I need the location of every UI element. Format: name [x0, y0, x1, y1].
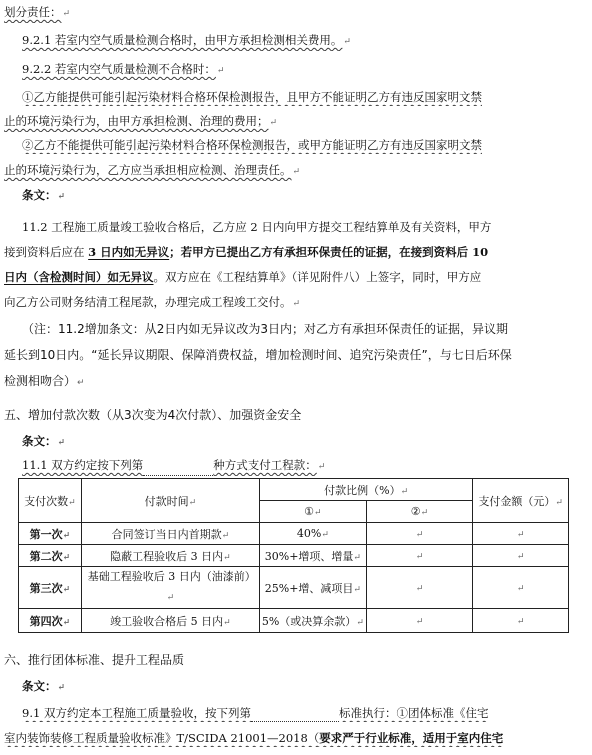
section-label: 条文：↵ [22, 188, 66, 202]
table-cell[interactable]: ↵ [366, 523, 473, 545]
line-text: 9.2.2 若室内空气质量检测不合格时： [22, 62, 216, 76]
text-line [4, 243, 586, 261]
line-text: 9.1 双方约定本工程施工质量验收，按下列第 [22, 706, 251, 720]
line-text: ①乙方能提供可能引起污染材料合格环保检测报告，且甲方不能证明乙方有违反国家明文禁 [22, 90, 482, 104]
table-cell[interactable]: ↵ [473, 523, 569, 545]
table-cell: 5%（或决算余款）↵ [260, 609, 367, 633]
note-line: 检测相吻合）↵ [4, 374, 85, 388]
table-cell: 隐蔽工程验收后 3 日内↵ [81, 545, 259, 567]
line-text: 检测相吻合） [4, 374, 77, 388]
line-text: 。双方应在《工程结算单》（详见附件八）上签字，同时，甲方应 [153, 270, 482, 284]
header-cell: 支付次数↵ [19, 479, 82, 523]
text-line: 向乙方公司财务结清工程尾款，办理完成工程竣工交付。↵ [4, 295, 301, 309]
table-cell: 40%↵ [260, 523, 367, 545]
table-cell[interactable]: ↵ [473, 609, 569, 633]
clause-11-2 [4, 218, 586, 236]
line-text: 11.2 工程施工质量竣工验收合格后，乙方应 2 日内向甲方提交工程结算单及有关资料，甲方 [22, 220, 492, 234]
line-text: ；若甲方已提出乙方有承担环保责任的证据，在接到资料后 10 [169, 245, 489, 259]
table-cell[interactable]: ↵ [366, 609, 473, 633]
table-cell: 30%+增项、增量↵ [260, 545, 367, 567]
fill-blank[interactable] [251, 710, 339, 722]
table-row [19, 609, 569, 633]
line-text: 六、推行团体标准、提升工程品质 [4, 653, 185, 667]
table-cell: 竣工验收合格后 5 日内↵ [81, 609, 259, 633]
line-text: 条文： [22, 434, 57, 448]
section-label: 条文：↵ [22, 434, 66, 448]
line-text: 要求严于行业标准，适用于室内住宅 [319, 731, 504, 745]
payment-table [18, 478, 569, 633]
table-cell[interactable]: ↵ [473, 545, 569, 567]
table-cell: 基础工程验收后 3 日内（油漆前）↵ [81, 567, 259, 609]
clause-9-2-2: 9.2.2 若室内空气质量检测不合格时：↵ [22, 62, 225, 76]
row-label: 第四次↵ [19, 609, 82, 633]
line-text: （注：11.2增加条文：从2日内如无异议改为3日内；对乙方有承担环保责任的证据，异议期 [22, 322, 508, 336]
table-row [19, 523, 569, 545]
line-text: 日内（含检测时间）如无异议 [4, 270, 154, 284]
line-text: 划分责任： [4, 5, 62, 19]
line-text: 条文： [22, 679, 57, 693]
table-row [19, 545, 569, 567]
text-line: 止的环境污染行为，乙方应当承担相应检测、治理责任。↵ [4, 163, 301, 177]
line-text: 止的环境污染行为，乙方应当承担相应检测、治理责任。 [4, 163, 292, 177]
clause-9-1 [4, 704, 586, 722]
table-cell[interactable]: ↵ [366, 567, 473, 609]
line-text: 3 日内如无异议 [88, 245, 170, 259]
line-text: 向乙方公司财务结清工程尾款，办理完成工程竣工交付。 [4, 295, 292, 309]
line-text: 接到资料后应在 [4, 245, 89, 259]
line-text: 9.2.1 若室内空气质量检测合格时，由甲方承担检测相关费用。 [22, 33, 343, 47]
line-text: 条文： [22, 188, 57, 202]
text-line [4, 268, 586, 286]
line-text: 五、增加付款次数（从3次变为4次付款）、加强资金安全 [4, 408, 302, 422]
header-cell: ①↵ [260, 501, 367, 523]
header-cell: 付款时间↵ [81, 479, 259, 523]
note-line [4, 346, 586, 364]
fill-blank[interactable] [143, 464, 213, 476]
section-heading-6 [4, 651, 586, 669]
line-text: 止的环境污染行为，由甲方承担检测、治理的费用； [4, 114, 269, 128]
row-label: 第三次↵ [19, 567, 82, 609]
note-line [4, 320, 586, 338]
row-label: 第一次↵ [19, 523, 82, 545]
table-cell: 25%+增、减项目↵ [260, 567, 367, 609]
line-text: 室内装饰装修工程质量验收标准》T/SCIDA 21001—2018（ [4, 731, 320, 745]
row-label: 第二次↵ [19, 545, 82, 567]
text-line: 划分责任：↵ [4, 5, 71, 19]
line-text: 种方式支付工程款： [213, 458, 317, 472]
table-row [19, 567, 569, 609]
text-line: 止的环境污染行为，由甲方承担检测、治理的费用；↵ [4, 114, 278, 128]
section-heading-5 [4, 406, 586, 424]
table-cell[interactable]: ↵ [366, 545, 473, 567]
table-cell: 合同签订当日内首期款↵ [81, 523, 259, 545]
line-text: 延长到10日内。“延长异议期限、保障消费权益，增加检测时间、追究污染责任”，与七日后环保 [4, 348, 512, 362]
clause-11-1: 11.1 双方约定按下列第 种方式支付工程款：↵ [4, 456, 586, 476]
text-line [4, 88, 586, 106]
clause-9-2-1: 9.2.1 若室内空气质量检测合格时，由甲方承担检测相关费用。↵ [22, 33, 351, 47]
header-cell: 支付金额（元）↵ [473, 479, 569, 523]
header-cell: ②↵ [366, 501, 473, 523]
line-text: 11.1 双方约定按下列第 [22, 458, 144, 472]
line-text: 标准执行：①团体标准《住宅 [338, 706, 489, 720]
header-cell: 付款比例（%）↵ [260, 479, 473, 501]
text-line [4, 729, 586, 747]
line-text: ②乙方不能提供可能引起污染材料合格环保检测报告，或甲方能证明乙方有违反国家明文禁 [22, 138, 482, 152]
table-cell[interactable]: ↵ [473, 567, 569, 609]
table-header-row [19, 479, 569, 501]
text-line [4, 136, 586, 154]
section-label: 条文：↵ [22, 679, 66, 693]
